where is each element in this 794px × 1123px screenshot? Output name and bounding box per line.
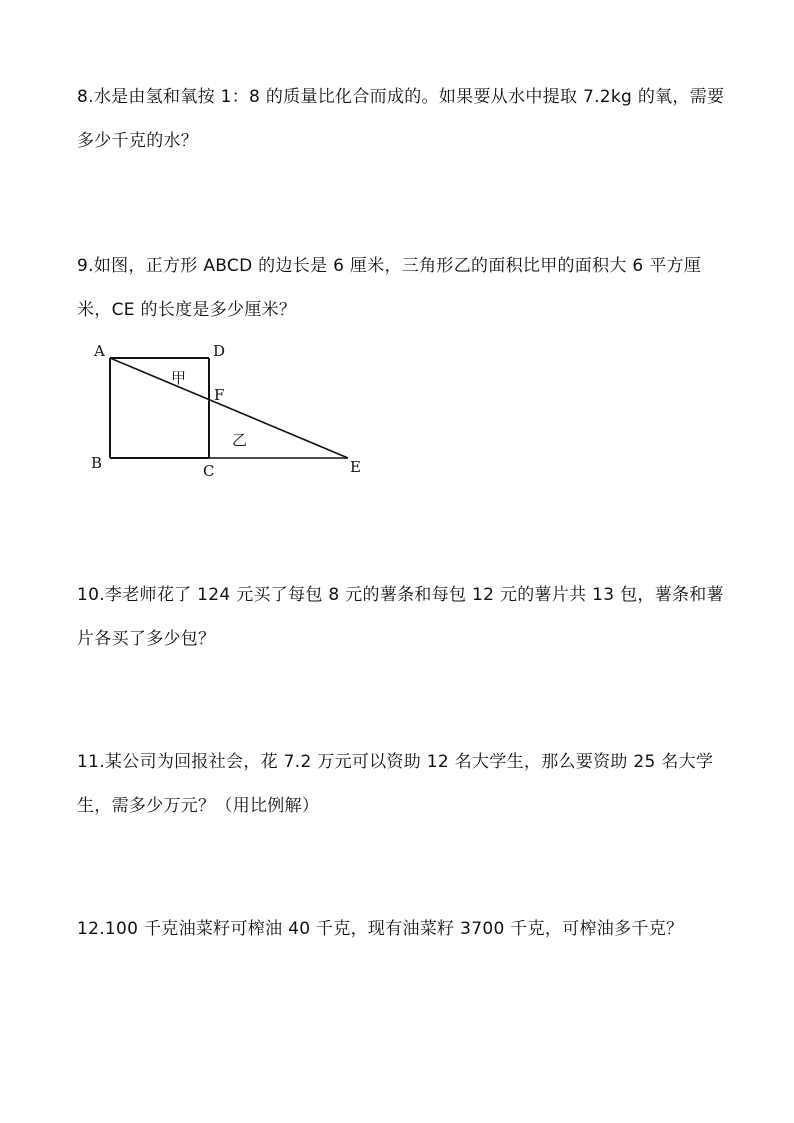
- point-label-b: B: [91, 454, 103, 472]
- question-10: 10.李老师花了 124 元买了每包 8 元的薯条和每包 12 元的薯片共 13 包，薯条和薯片各买了多少包？: [77, 585, 724, 649]
- geometry-diagram: [86, 338, 386, 488]
- segment-ae: [110, 358, 348, 458]
- point-label-d: D: [213, 342, 226, 360]
- question-8: 8.水是由氢和氧按 1：8 的质量比化合而成的。如果要从水中提取 7.2kg 的氧，需要多少千克的水？: [77, 87, 725, 151]
- point-label-a: A: [94, 342, 105, 360]
- point-label-c: C: [203, 462, 215, 480]
- point-label-f: F: [214, 386, 225, 404]
- region-label-jia: 甲: [171, 369, 187, 387]
- region-label-yi: 乙: [232, 431, 248, 449]
- question-12: 12.100 千克油菜籽可榨油 40 千克，现有油菜籽 3700 千克，可榨油多千克？: [77, 919, 684, 939]
- question-9: 9.如图，正方形 ABCD 的边长是 6 厘米，三角形乙的面积比甲的面积大 6 平方厘米，CE 的长度是多少厘米？: [77, 256, 702, 320]
- point-label-e: E: [350, 458, 361, 476]
- question-11: 11.某公司为回报社会，花 7.2 万元可以资助 12 名大学生，那么要资助 25 名大学生，需多少万元？（用比例解）: [77, 752, 714, 816]
- square-triangle-figure: [86, 338, 386, 488]
